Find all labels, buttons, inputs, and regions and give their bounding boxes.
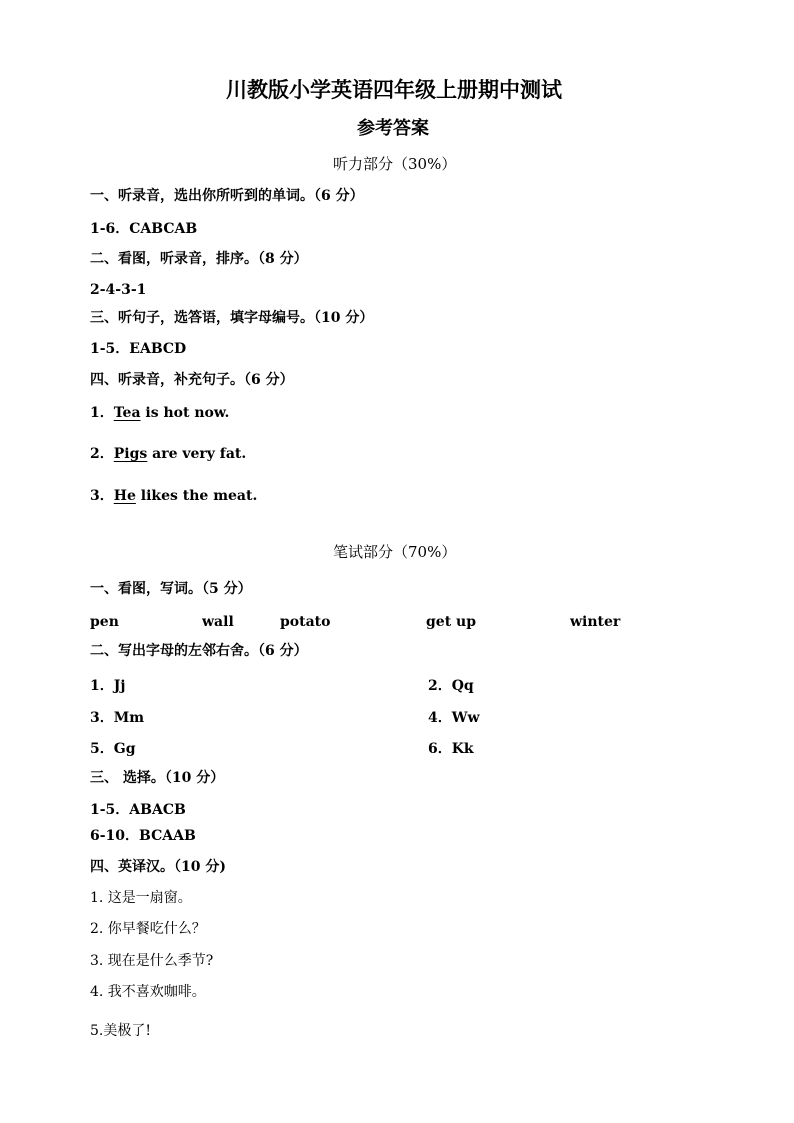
listening-q4-item: [90, 447, 246, 461]
item-number: 2．: [90, 446, 114, 462]
word-answer: winter: [570, 614, 621, 630]
listening-q4-item: [90, 489, 257, 503]
blank-answer: Tea: [113, 405, 141, 421]
letter-answer: 4．Ww: [428, 710, 480, 726]
item-number: 3．: [90, 488, 114, 504]
writing-q3-label: 三、 选择。（10 分）: [90, 770, 225, 786]
letter-answer: 6．Kk: [428, 741, 474, 757]
listening-q1-label: 一、听录音，选出你所听到的单词。（6 分）: [90, 188, 364, 204]
word-answer: wall: [202, 614, 234, 630]
sentence-rest: is hot now.: [140, 405, 230, 421]
word-answer: get up: [426, 614, 477, 630]
listening-q3-answer: 1-5．EABCD: [90, 341, 187, 357]
blank-answer: He: [113, 488, 136, 504]
listening-q4-label: 四、听录音，补充句子。（6 分）: [90, 372, 294, 388]
writing-q4-label: 四、英译汉。（10 分): [90, 859, 226, 875]
translation-answer: 2. 你早餐吃什么？: [90, 921, 206, 937]
listening-q4-item: [90, 406, 229, 420]
word-answer: potato: [280, 614, 331, 630]
letter-answer: 5．Gg: [90, 741, 136, 757]
listening-q3-label: 三、听句子，选答语，填字母编号。（10 分）: [90, 310, 374, 326]
writing-q2-label: 二、写出字母的左邻右舍。（6 分）: [90, 643, 308, 659]
blank-answer: Pigs: [113, 446, 148, 462]
document-subtitle: 参考答案: [357, 118, 429, 139]
listening-q2-answer: 2-4-3-1: [90, 282, 147, 298]
sentence-rest: likes the meat.: [135, 488, 258, 504]
writing-q1-label: 一、看图，写词。（5 分）: [90, 581, 252, 597]
choice-answer: 6-10．BCAAB: [90, 828, 196, 844]
translation-answer: 4. 我不喜欢咖啡。: [90, 984, 206, 1000]
writing-section-heading: 笔试部分（70%）: [333, 543, 457, 561]
sentence-rest: are very fat.: [147, 446, 247, 462]
translation-answer: 3. 现在是什么季节?: [90, 953, 214, 969]
word-answer: pen: [90, 614, 119, 630]
choice-answer: 1-5．ABACB: [90, 802, 186, 818]
letter-answer: 3．Mm: [90, 710, 145, 726]
listening-q1-answer: 1-6．CABCAB: [90, 221, 198, 237]
item-number: 1．: [90, 405, 114, 421]
letter-answer: 1．Jj: [90, 678, 126, 694]
document-title: 川教版小学英语四年级上册期中测试: [226, 77, 562, 102]
translation-answer: 5.美极了!: [90, 1023, 151, 1039]
letter-answer: 2．Qq: [428, 678, 474, 694]
listening-section-heading: 听力部分（30%）: [333, 155, 457, 173]
listening-q2-label: 二、看图，听录音，排序。（8 分）: [90, 251, 308, 267]
translation-answer: 1. 这是一扇窗。: [90, 890, 192, 906]
